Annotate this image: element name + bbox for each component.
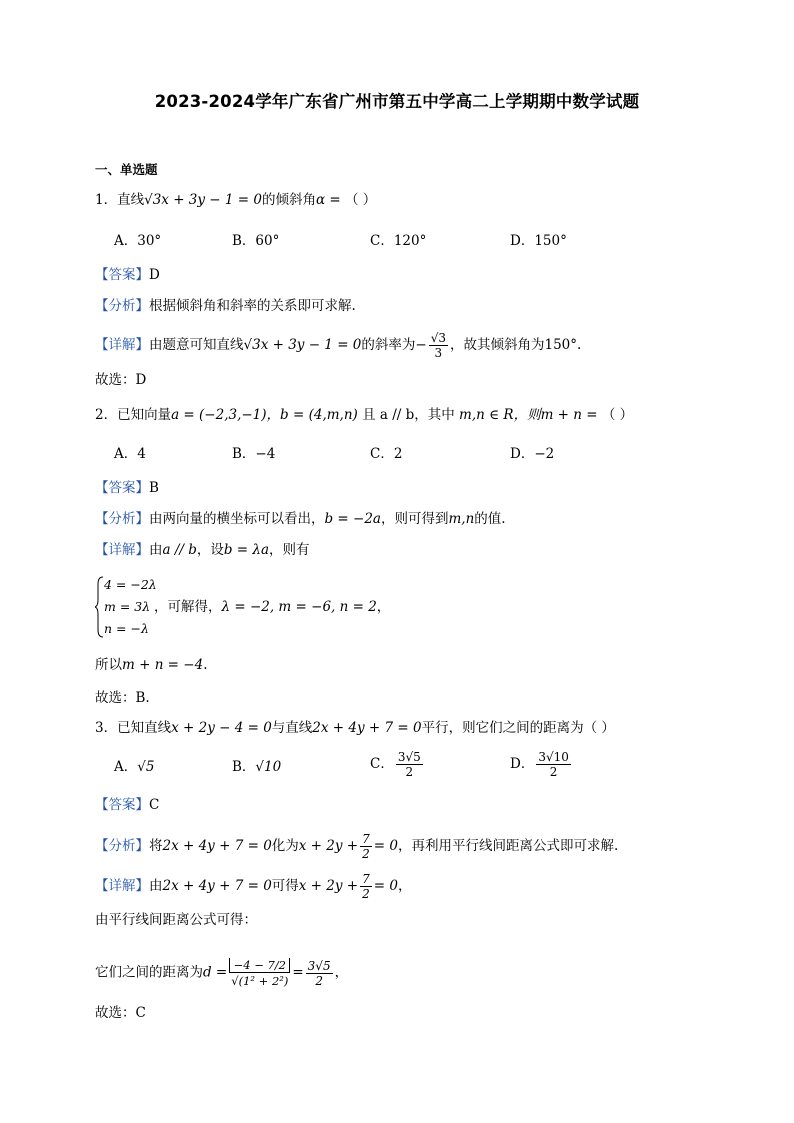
question-3: [95, 718, 615, 738]
q3-detail-a: 由: [149, 878, 163, 894]
q2-answer-tag: 【答案】: [95, 480, 149, 496]
question-1: [95, 190, 376, 210]
q3-option-b: [232, 757, 281, 777]
q2-so: [95, 655, 207, 675]
q1-detail: [95, 331, 581, 360]
q3-formula-line: 由平行线间距离公式可得：: [95, 912, 257, 928]
question-2: [95, 405, 633, 425]
q3-analysis-frac-num: 7: [362, 832, 370, 846]
system-eq-1: 4 = −2λ: [104, 577, 157, 592]
q2-ask: m + n: [540, 407, 582, 423]
q3-distance-den: √(1² + 2²): [231, 974, 289, 988]
q3-distance: [95, 958, 348, 988]
q1-option-d: D．150°: [510, 233, 567, 249]
q2-so-b: .: [203, 657, 208, 673]
q2-option-c: C．2: [370, 446, 403, 462]
q3-option-a: [114, 757, 154, 777]
q2-analysis-b: ，则可得到: [381, 511, 449, 527]
q3-analysis-b: 化为: [271, 838, 299, 854]
q1-detail-tag: 【详解】: [95, 337, 149, 353]
q3-detail-tag: 【详解】: [95, 878, 149, 894]
q2-condition: 且 a // b，其中: [357, 407, 460, 423]
q3-result-fraction: [306, 959, 333, 988]
q1-detail-b: 的斜率为: [361, 337, 416, 353]
q2-solve-a: ，可解得，: [154, 599, 222, 615]
q1-answer-value: D: [149, 267, 160, 283]
q2-analysis-c: 的值.: [474, 511, 506, 527]
q3-analysis-c: ，再利用平行线间距离公式即可求解.: [397, 838, 619, 854]
q3-option-b-value: √10: [255, 759, 282, 775]
q2-tail: = （ ）: [581, 407, 634, 423]
q3-option-c-label: C．: [370, 756, 394, 772]
q1-option-b: B．60°: [232, 233, 280, 249]
q3-number: 3．已知直线: [95, 720, 172, 736]
q3-detail-frac-den: 2: [362, 887, 370, 901]
q3-option-c: [370, 750, 425, 779]
q3-answer-tag: 【答案】: [95, 797, 149, 813]
q3-detail-fraction: [360, 872, 372, 901]
q1-alpha: α: [315, 192, 326, 208]
q1-option-c: C．120°: [370, 233, 427, 249]
q3-answer: [95, 795, 159, 815]
q2-analysis-a: 由两向量的横坐标可以看出，: [149, 511, 325, 527]
q2-conclusion: 故选：B.: [95, 690, 150, 706]
q3-analysis-eq1: 2x + 4y + 7 = 0: [162, 838, 272, 854]
q2-detail-c: ，则有: [269, 542, 310, 558]
q2-detail-b: ，设: [196, 542, 224, 558]
q3-mid: 与直线: [271, 720, 313, 736]
q2-answer-value: B: [149, 480, 159, 496]
q3-detail-b: 可得: [271, 878, 299, 894]
q2-option-d: D．−2: [510, 446, 555, 462]
q1-detail-a: 由题意可知直线: [149, 337, 244, 353]
q3-option-c-num: 3√5: [397, 750, 421, 764]
q3-option-c-den: 2: [405, 765, 414, 779]
q3-distance-d: d =: [203, 964, 228, 981]
q3-analysis-eq3: = 0: [373, 838, 398, 854]
q2-detail-set: b = λa: [223, 542, 270, 558]
q3-conclusion: 故选：C: [95, 1005, 146, 1021]
q1-number: 1．直线: [95, 192, 145, 208]
q3-detail-eq3: = 0: [373, 878, 398, 894]
q2-analysis-mn: m,n: [448, 511, 475, 527]
q2-condition-2: m,n ∈ R，则: [459, 407, 541, 423]
q2-analysis: [95, 509, 506, 529]
q3-detail-frac-num: 7: [362, 872, 370, 886]
q1-analysis-text: 根据倾斜角和斜率的关系即可求解.: [149, 298, 356, 314]
document-title: 2023-2024学年广东省广州市第五中学高二上学期期中数学试题: [154, 92, 640, 111]
section-heading: 一、单选题: [95, 162, 158, 177]
q3-detail-c: ，: [397, 878, 412, 894]
q1-text: 的倾斜角: [261, 192, 316, 208]
q2-answer: [95, 478, 159, 498]
q3-distance-a: 它们之间的距离为: [95, 964, 203, 981]
q2-vector-a: a = (−2,3,−1)，: [171, 407, 281, 423]
q3-analysis: [95, 832, 618, 861]
q3-answer-value: C: [149, 797, 160, 813]
q3-option-c-fraction: [396, 750, 423, 779]
q3-option-d-label: D．: [510, 756, 535, 772]
q1-tail: = （ ）: [325, 192, 377, 208]
q1-analysis-tag: 【分析】: [95, 298, 149, 314]
q1-detail-eq: √3x + 3y − 1 = 0: [243, 337, 362, 353]
q3-result-num: 3√5: [307, 958, 331, 973]
q3-option-d-fraction: [536, 750, 571, 779]
q2-detail-tag: 【详解】: [95, 542, 149, 558]
q2-vector-b: b = (4,m,n): [280, 407, 358, 423]
q3-distance-eq: =: [292, 964, 304, 981]
q3-detail-eq1: 2x + 4y + 7 = 0: [162, 878, 272, 894]
q2-detail-parallel: a // b: [162, 542, 197, 558]
q1-option-a: A．30°: [114, 233, 162, 249]
system-eq-3: n = −λ: [104, 621, 149, 636]
q3-distance-num: −4 − 7/2: [229, 958, 290, 973]
q3-detail-eq2: x + 2y +: [298, 878, 359, 894]
q3-line-2: 2x + 4y + 7 = 0: [312, 720, 422, 736]
q1-conclusion: 故选：D: [95, 372, 147, 388]
q2-so-a: 所以: [95, 657, 122, 673]
q1-slope-num: √3: [430, 331, 446, 345]
q2-detail: [95, 540, 310, 560]
q3-tail: 平行，则它们之间的距离为（ ）: [421, 720, 615, 736]
q2-option-a: A．4: [114, 446, 146, 462]
q1-answer-tag: 【答案】: [95, 267, 149, 283]
q2-number: 2．已知向量: [95, 407, 172, 423]
q2-solve-b: λ = −2, m = −6, n = 2: [221, 599, 377, 615]
q3-analysis-frac-den: 2: [362, 847, 370, 861]
q3-option-b-label: B．: [232, 759, 256, 775]
q1-answer: [95, 265, 160, 285]
q2-analysis-tag: 【分析】: [95, 511, 149, 527]
q2-so-eq: m + n = −4: [122, 657, 204, 673]
q3-line-1: x + 2y − 4 = 0: [171, 720, 272, 736]
q3-analysis-fraction: [360, 832, 372, 861]
q3-option-a-label: A．: [114, 759, 138, 775]
q2-analysis-eq: b = −2a: [324, 511, 381, 527]
q2-detail-a: 由: [149, 542, 163, 558]
q3-distance-b: ，: [334, 964, 349, 981]
q1-slope-sign: −: [415, 337, 427, 353]
q3-distance-fraction: [229, 958, 290, 988]
q3-detail: [95, 872, 411, 901]
q1-detail-c: ，故其倾斜角为150°.: [449, 337, 582, 353]
q3-analysis-tag: 【分析】: [95, 838, 149, 854]
q2-solve-c: ，: [376, 599, 391, 615]
q1-slope-den: 3: [434, 346, 443, 360]
q3-option-d: [510, 750, 573, 779]
q1-slope-fraction: [429, 331, 448, 360]
q1-analysis: [95, 296, 356, 316]
q3-analysis-eq2: x + 2y +: [298, 838, 359, 854]
q3-result-den: 2: [315, 973, 323, 988]
q2-option-b: B．−4: [232, 446, 276, 462]
q3-option-d-den: 2: [549, 765, 558, 779]
q3-option-a-value: √5: [137, 759, 155, 775]
q3-analysis-a: 将: [149, 838, 163, 854]
q3-option-d-num: 3√10: [538, 750, 569, 764]
q2-solve: [154, 597, 390, 617]
system-eq-2: m = 3λ: [104, 599, 151, 614]
q1-equation: √3x + 3y − 1 = 0: [144, 192, 262, 208]
